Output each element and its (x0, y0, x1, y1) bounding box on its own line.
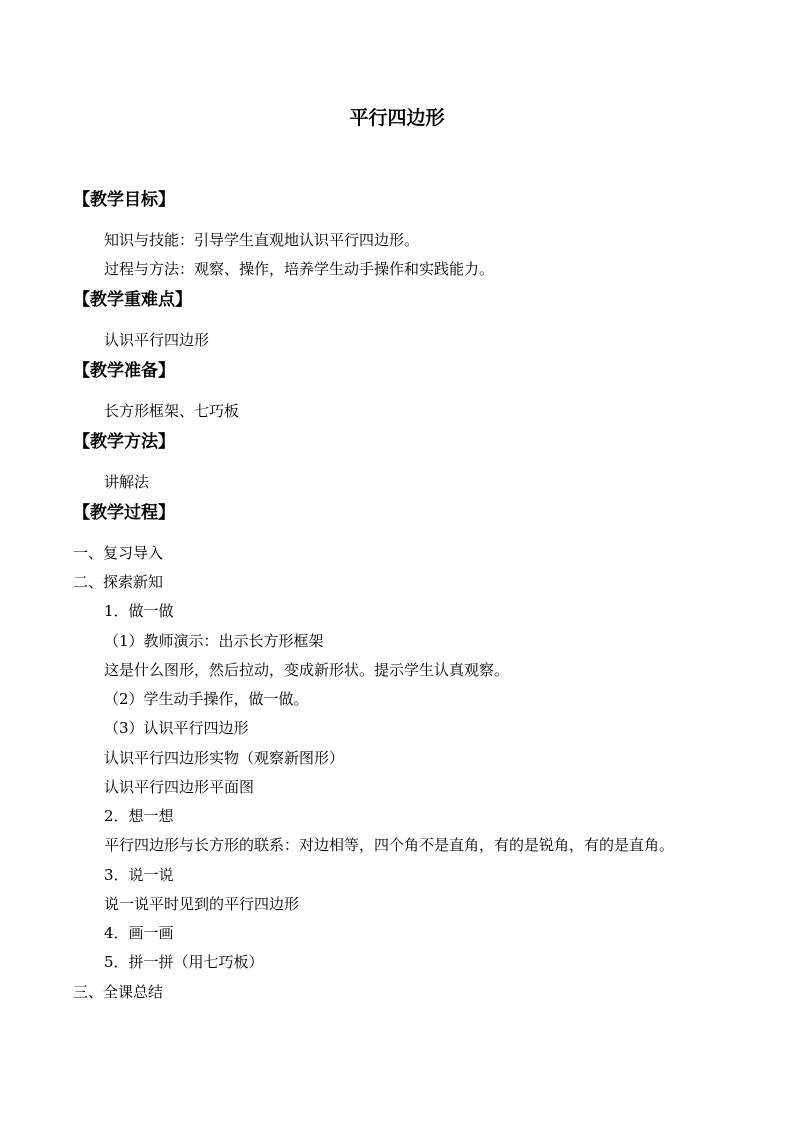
process-step-5: 5．拼一拼（用七巧板） (104, 953, 264, 971)
heading-method: 【教学方法】 (73, 432, 175, 452)
process-step-3-text: 说一说平时见到的平行四边形 (104, 895, 300, 913)
process-step-3: 3．说一说 (104, 866, 174, 884)
preparation-text: 长方形框架、七巧板 (104, 402, 240, 420)
process-step-1-3-a: 认识平行四边形实物（观察新图形） (104, 749, 345, 767)
document-title: 平行四边形 (349, 107, 445, 129)
goal-knowledge-skills: 知识与技能：引导学生直观地认识平行四边形。 (104, 231, 420, 249)
process-part-1: 一、复习导入 (73, 544, 164, 562)
heading-teaching-goals: 【教学目标】 (73, 190, 175, 210)
process-step-4: 4．画一画 (104, 924, 174, 942)
process-step-2: 2．想一想 (104, 807, 174, 825)
goal-process-method: 过程与方法：观察、操作，培养学生动手操作和实践能力。 (104, 260, 495, 278)
process-step-1: 1．做一做 (104, 602, 174, 620)
key-points-text: 认识平行四边形 (104, 331, 210, 349)
heading-preparation: 【教学准备】 (73, 361, 175, 381)
process-part-2: 二、探索新知 (73, 573, 164, 591)
process-step-2-text: 平行四边形与长方形的联系：对边相等，四个角不是直角，有的是锐角，有的是直角。 (104, 836, 675, 854)
process-step-1-1: （1）教师演示：出示长方形框架 (104, 632, 324, 650)
heading-process: 【教学过程】 (73, 503, 175, 523)
process-step-1-3-b: 认识平行四边形平面图 (104, 778, 255, 796)
process-step-1-3: （3）认识平行四边形 (104, 719, 249, 737)
heading-key-points: 【教学重难点】 (73, 290, 192, 310)
process-step-1-2: （2）学生动手操作，做一做。 (104, 690, 309, 708)
method-text: 讲解法 (104, 473, 150, 491)
process-part-3: 三、全课总结 (73, 983, 164, 1001)
process-step-1-1-text: 这是什么图形，然后拉动，变成新形状。提示学生认真观察。 (104, 661, 510, 679)
